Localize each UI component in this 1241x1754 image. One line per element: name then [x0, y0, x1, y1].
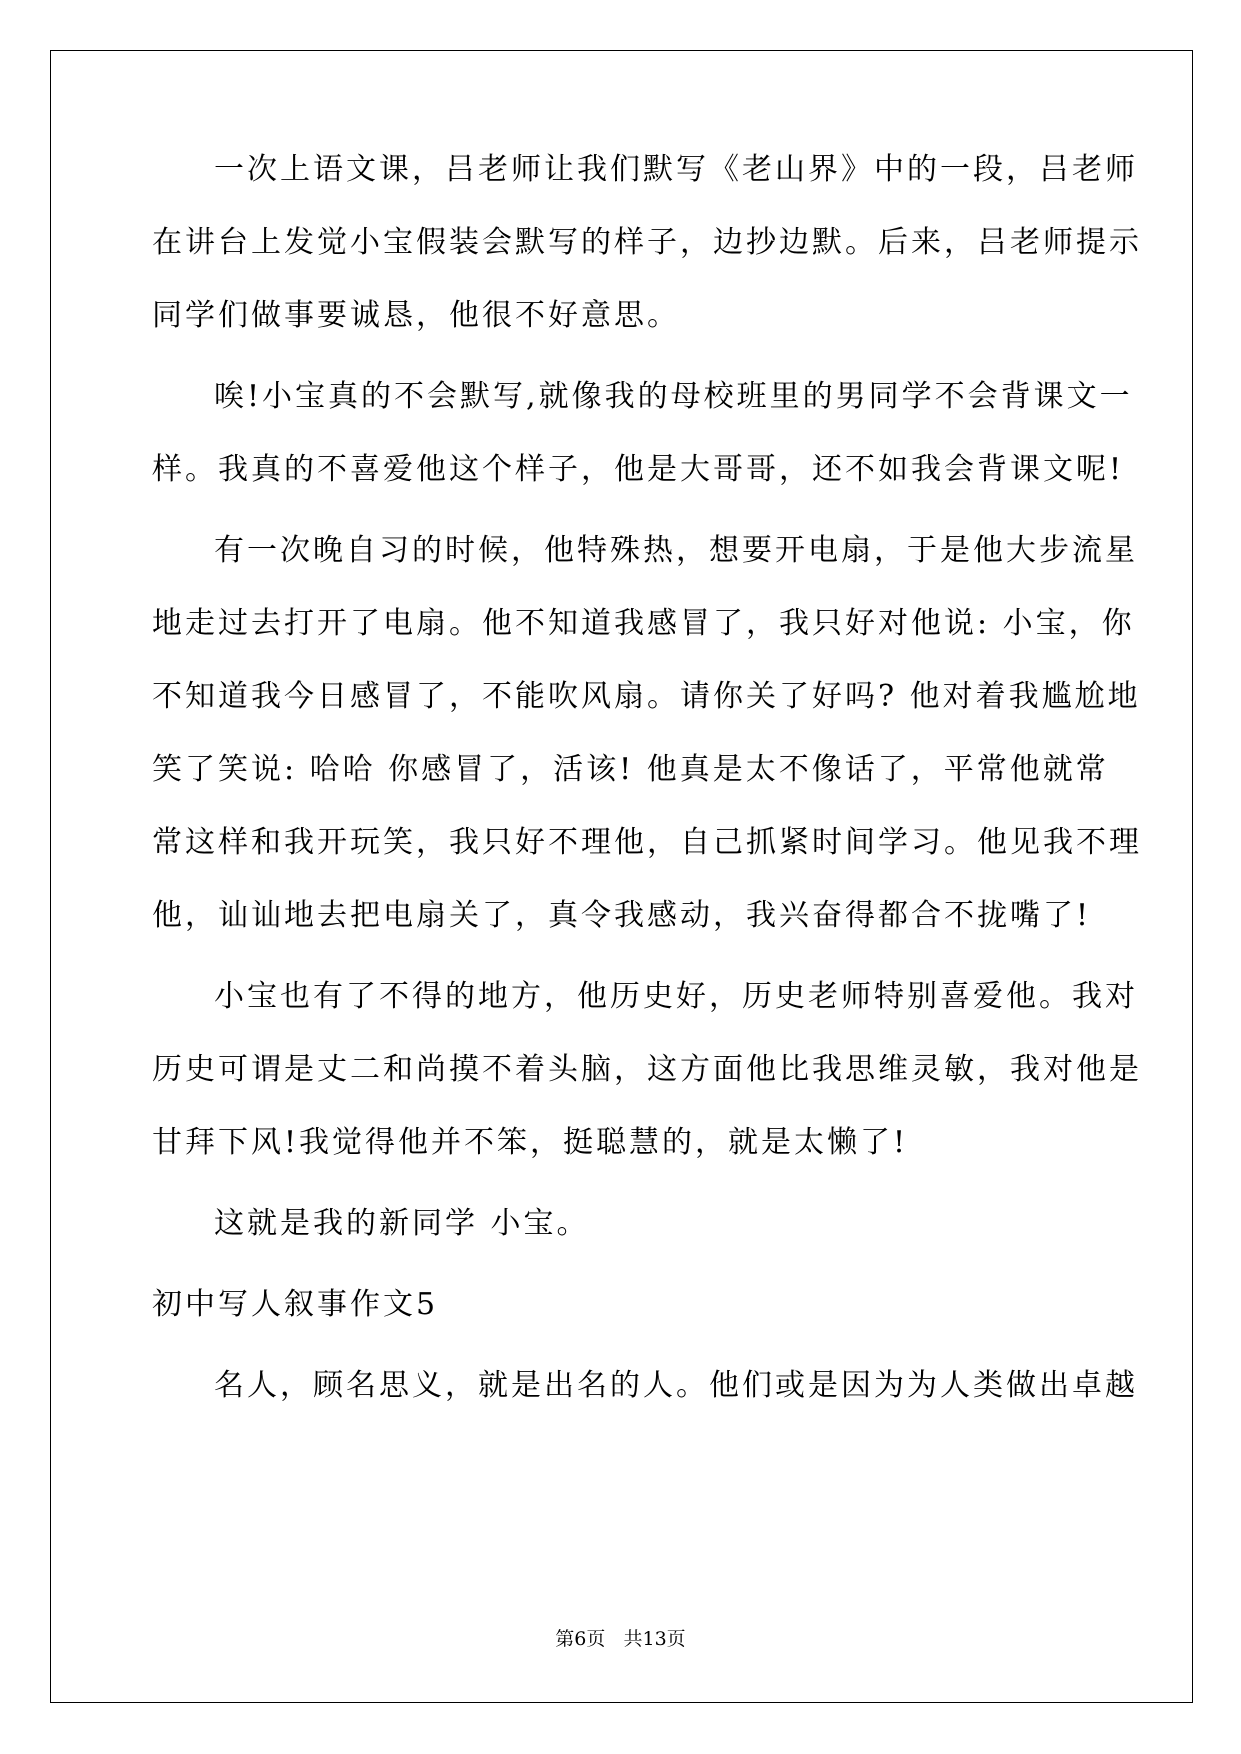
section-heading: 初中写人叙事作文5: [152, 1287, 439, 1322]
text-line: 在讲台上发觉小宝假装会默写的样子，边抄边默。后来，吕老师提示: [152, 225, 1142, 260]
text-line: 常这样和我开玩笑，我只好不理他，自己抓紧时间学习。他见我不理: [152, 825, 1142, 860]
text-line: 小宝也有了不得的地方，他历史好，历史老师特别喜爱他。我对: [214, 979, 1138, 1014]
text-line: 唉!小宝真的不会默写,就像我的母校班里的男同学不会背课文一: [214, 379, 1133, 414]
text-line: 不知道我今日感冒了，不能吹风扇。请你关了好吗? 他对着我尴尬地: [152, 679, 1141, 714]
page-number: 第6页 共13页: [555, 1628, 686, 1650]
text-line: 笑了笑说: 哈哈 你感冒了，活该! 他真是太不像话了，平常他就常: [152, 752, 1109, 787]
text-line: 甘拜下风!我觉得他并不笨，挺聪慧的，就是太懒了!: [152, 1125, 909, 1160]
text-line: 样。我真的不喜爱他这个样子，他是大哥哥，还不如我会背课文呢!: [152, 452, 1125, 487]
text-line: 这就是我的新同学 小宝。: [214, 1206, 590, 1241]
text-line: 同学们做事要诚恳，他很不好意思。: [152, 298, 680, 333]
text-line: 历史可谓是丈二和尚摸不着头脑，这方面他比我思维灵敏，我对他是: [152, 1052, 1142, 1087]
text-line: 名人，顾名思义，就是出名的人。他们或是因为为人类做出卓越: [214, 1368, 1138, 1403]
text-line: 一次上语文课，吕老师让我们默写《老山界》中的一段，吕老师: [214, 152, 1138, 187]
text-line: 有一次晚自习的时候，他特殊热，想要开电扇，于是他大步流星: [214, 533, 1138, 568]
text-line: 地走过去打开了电扇。他不知道我感冒了，我只好对他说: 小宝，你: [152, 606, 1135, 641]
text-line: 他，讪讪地去把电扇关了，真令我感动，我兴奋得都合不拢嘴了!: [152, 898, 1092, 933]
